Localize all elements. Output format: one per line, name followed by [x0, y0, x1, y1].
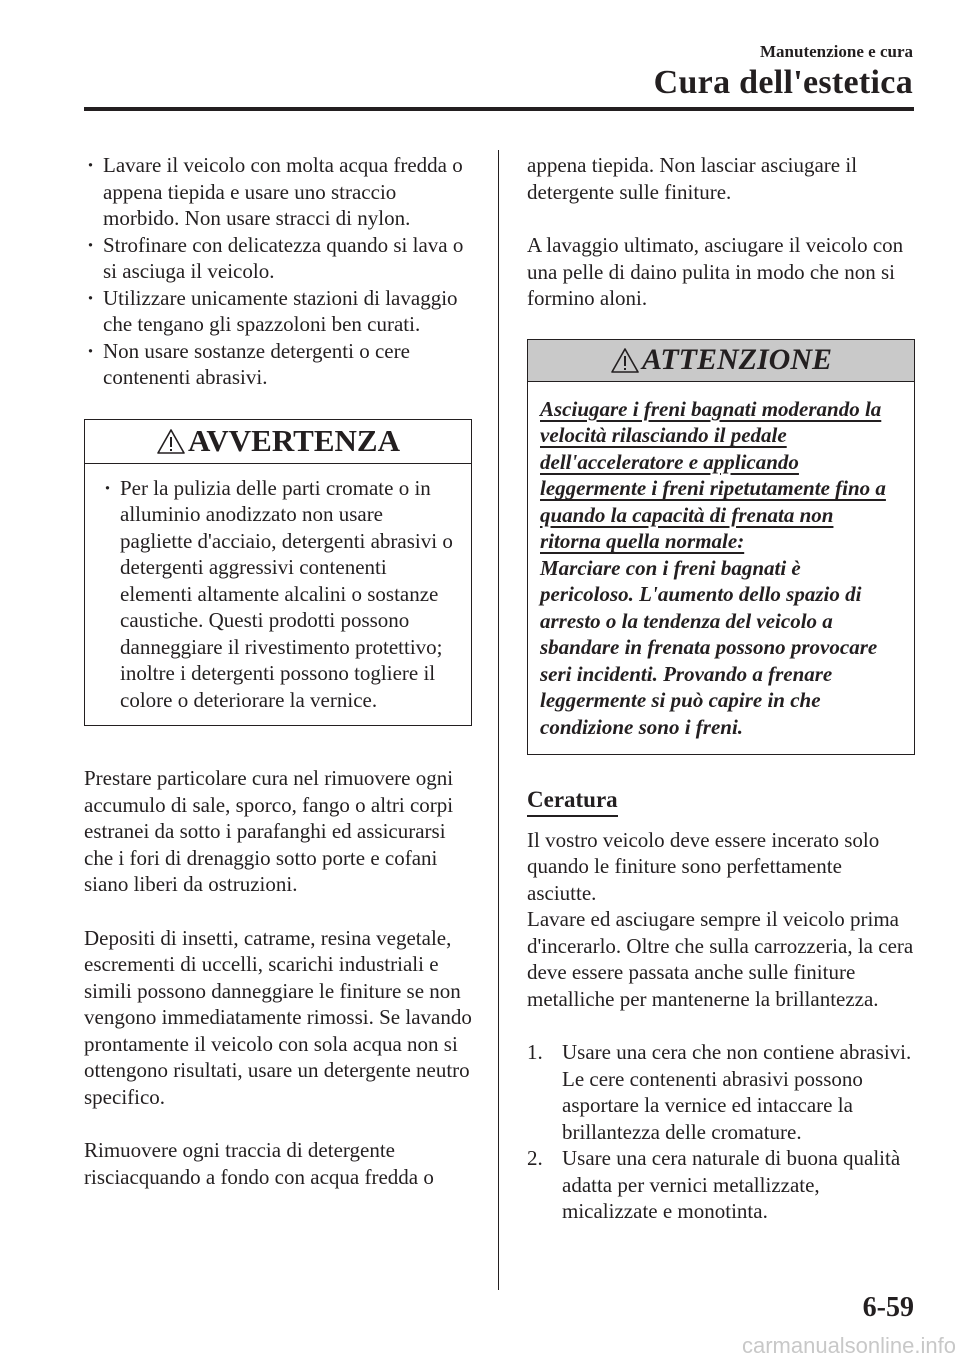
- caution-underlined-text: Asciugare i freni bagnati moderando la velocità rilasciando il pedale dell'acceleratore e applicando leggermente i freni ripetutamente fino a quando la capacità di frenata non ritorna quella normale:: [540, 396, 886, 553]
- step-text: Usare una cera che non contiene abrasivi.: [562, 1040, 912, 1064]
- warning-triangle-icon: [610, 347, 640, 374]
- section-title-ceratura: Ceratura: [527, 787, 618, 817]
- warning-box: [84, 419, 472, 727]
- waxing-steps: [527, 1039, 915, 1225]
- list-item: · Strofinare con delicatezza quando si lava o si asciuga il veicolo.: [84, 232, 472, 285]
- step-number: 2.: [527, 1146, 543, 1170]
- paragraph-waxing-when: Il vostro veicolo deve essere incerato solo quando le finiture sono perfettamente asciutte.: [527, 827, 880, 905]
- header-section-label: Manutenzione e cura: [760, 42, 913, 61]
- caution-text: Marciare con i freni bagnati è pericoloso. L'aumento dello spazio di arresto o la tendenza del veicolo a sbandare in frenata possono provocare seri incidenti. Provando a frenare leggermente si può capire in che condizione sono i freni.: [540, 555, 878, 739]
- warning-triangle-icon: [156, 428, 186, 455]
- list-item: [527, 1145, 915, 1225]
- warning-header: [85, 420, 471, 464]
- list-item: · Lavare il veicolo con molta acqua fredda o appena tiepida e usare uno straccio morbido. Non usare stracci di nylon.: [84, 152, 472, 232]
- step-number: 1.: [527, 1040, 543, 1064]
- washing-bullet-list: [84, 152, 472, 391]
- page-number: 6-59: [862, 1292, 914, 1323]
- paragraph-rinse-cont: appena tiepida. Non lasciar asciugare il detergente sulle finiture.: [527, 153, 858, 204]
- paragraph-drying: A lavaggio ultimato, asciugare il veicolo con una pelle di daino pulita in modo che non si formino aloni.: [527, 233, 904, 310]
- caution-title: ATTENZIONE: [641, 342, 833, 376]
- warning-text: · Per la pulizia delle parti cromate o in alluminio anodizzato non usare pagliette d'acciaio, detergenti abrasivi o detergenti aggressivi contenenti elementi altamente alcalini o sostanze caustiche. Questi prodotti possono danneggiare il rivestimento protettivo; inoltre i detergenti possono togliere il colore o deteriorare la vernice.: [101, 475, 458, 714]
- page-title: Cura dell'estetica: [653, 64, 913, 101]
- watermark: carmanualsonline.info: [741, 1333, 956, 1358]
- step-note: Le cere contenenti abrasivi possono asportare la vernice ed intaccare la brillantezza delle cromature.: [562, 1066, 863, 1144]
- list-item: · Utilizzare unicamente stazioni di lavaggio che tengano gli spazzoloni ben curati.: [84, 285, 472, 338]
- paragraph-waxing-how: Lavare ed asciugare sempre il veicolo prima d'incerarlo. Oltre che sulla carrozzeria, la cera deve essere passata anche sulle finiture metalliche per mantenerne la brillantezza.: [527, 907, 914, 1011]
- list-item: [527, 1039, 915, 1145]
- paragraph-rinse: Rimuovere ogni traccia di detergente risciacquando a fondo con acqua fredda o: [84, 1138, 434, 1189]
- paragraph-salt-removal: Prestare particolare cura nel rimuovere ogni accumulo di sale, sporco, fango o altri corpi estranei da sotto i parafanghi ed assicurarsi che i fori di drenaggio sotto porte e cofani siano liberi da ostruzioni.: [84, 766, 454, 896]
- header-rule: [84, 107, 914, 111]
- right-column: [527, 152, 915, 1225]
- warning-title: AVVERTENZA: [188, 422, 400, 458]
- column-divider: [498, 150, 499, 1290]
- paragraph-deposits: Depositi di insetti, catrame, resina vegetale, escrementi di uccelli, scarichi industriali e simili possono danneggiare le finiture se non vengono immediatamente rimossi. Se lavando prontamente il veicolo con sola acqua non si ottengono risultati, usare un detergente neutro specifico.: [84, 925, 472, 1109]
- caution-header: [528, 340, 914, 382]
- left-column: [84, 152, 472, 1190]
- caution-box: [527, 339, 915, 756]
- step-text: Usare una cera naturale di buona qualità adatta per vernici metallizzate, micalizzate e monotinta.: [562, 1146, 901, 1223]
- list-item: · Non usare sostanze detergenti o cere contenenti abrasivi.: [84, 338, 472, 391]
